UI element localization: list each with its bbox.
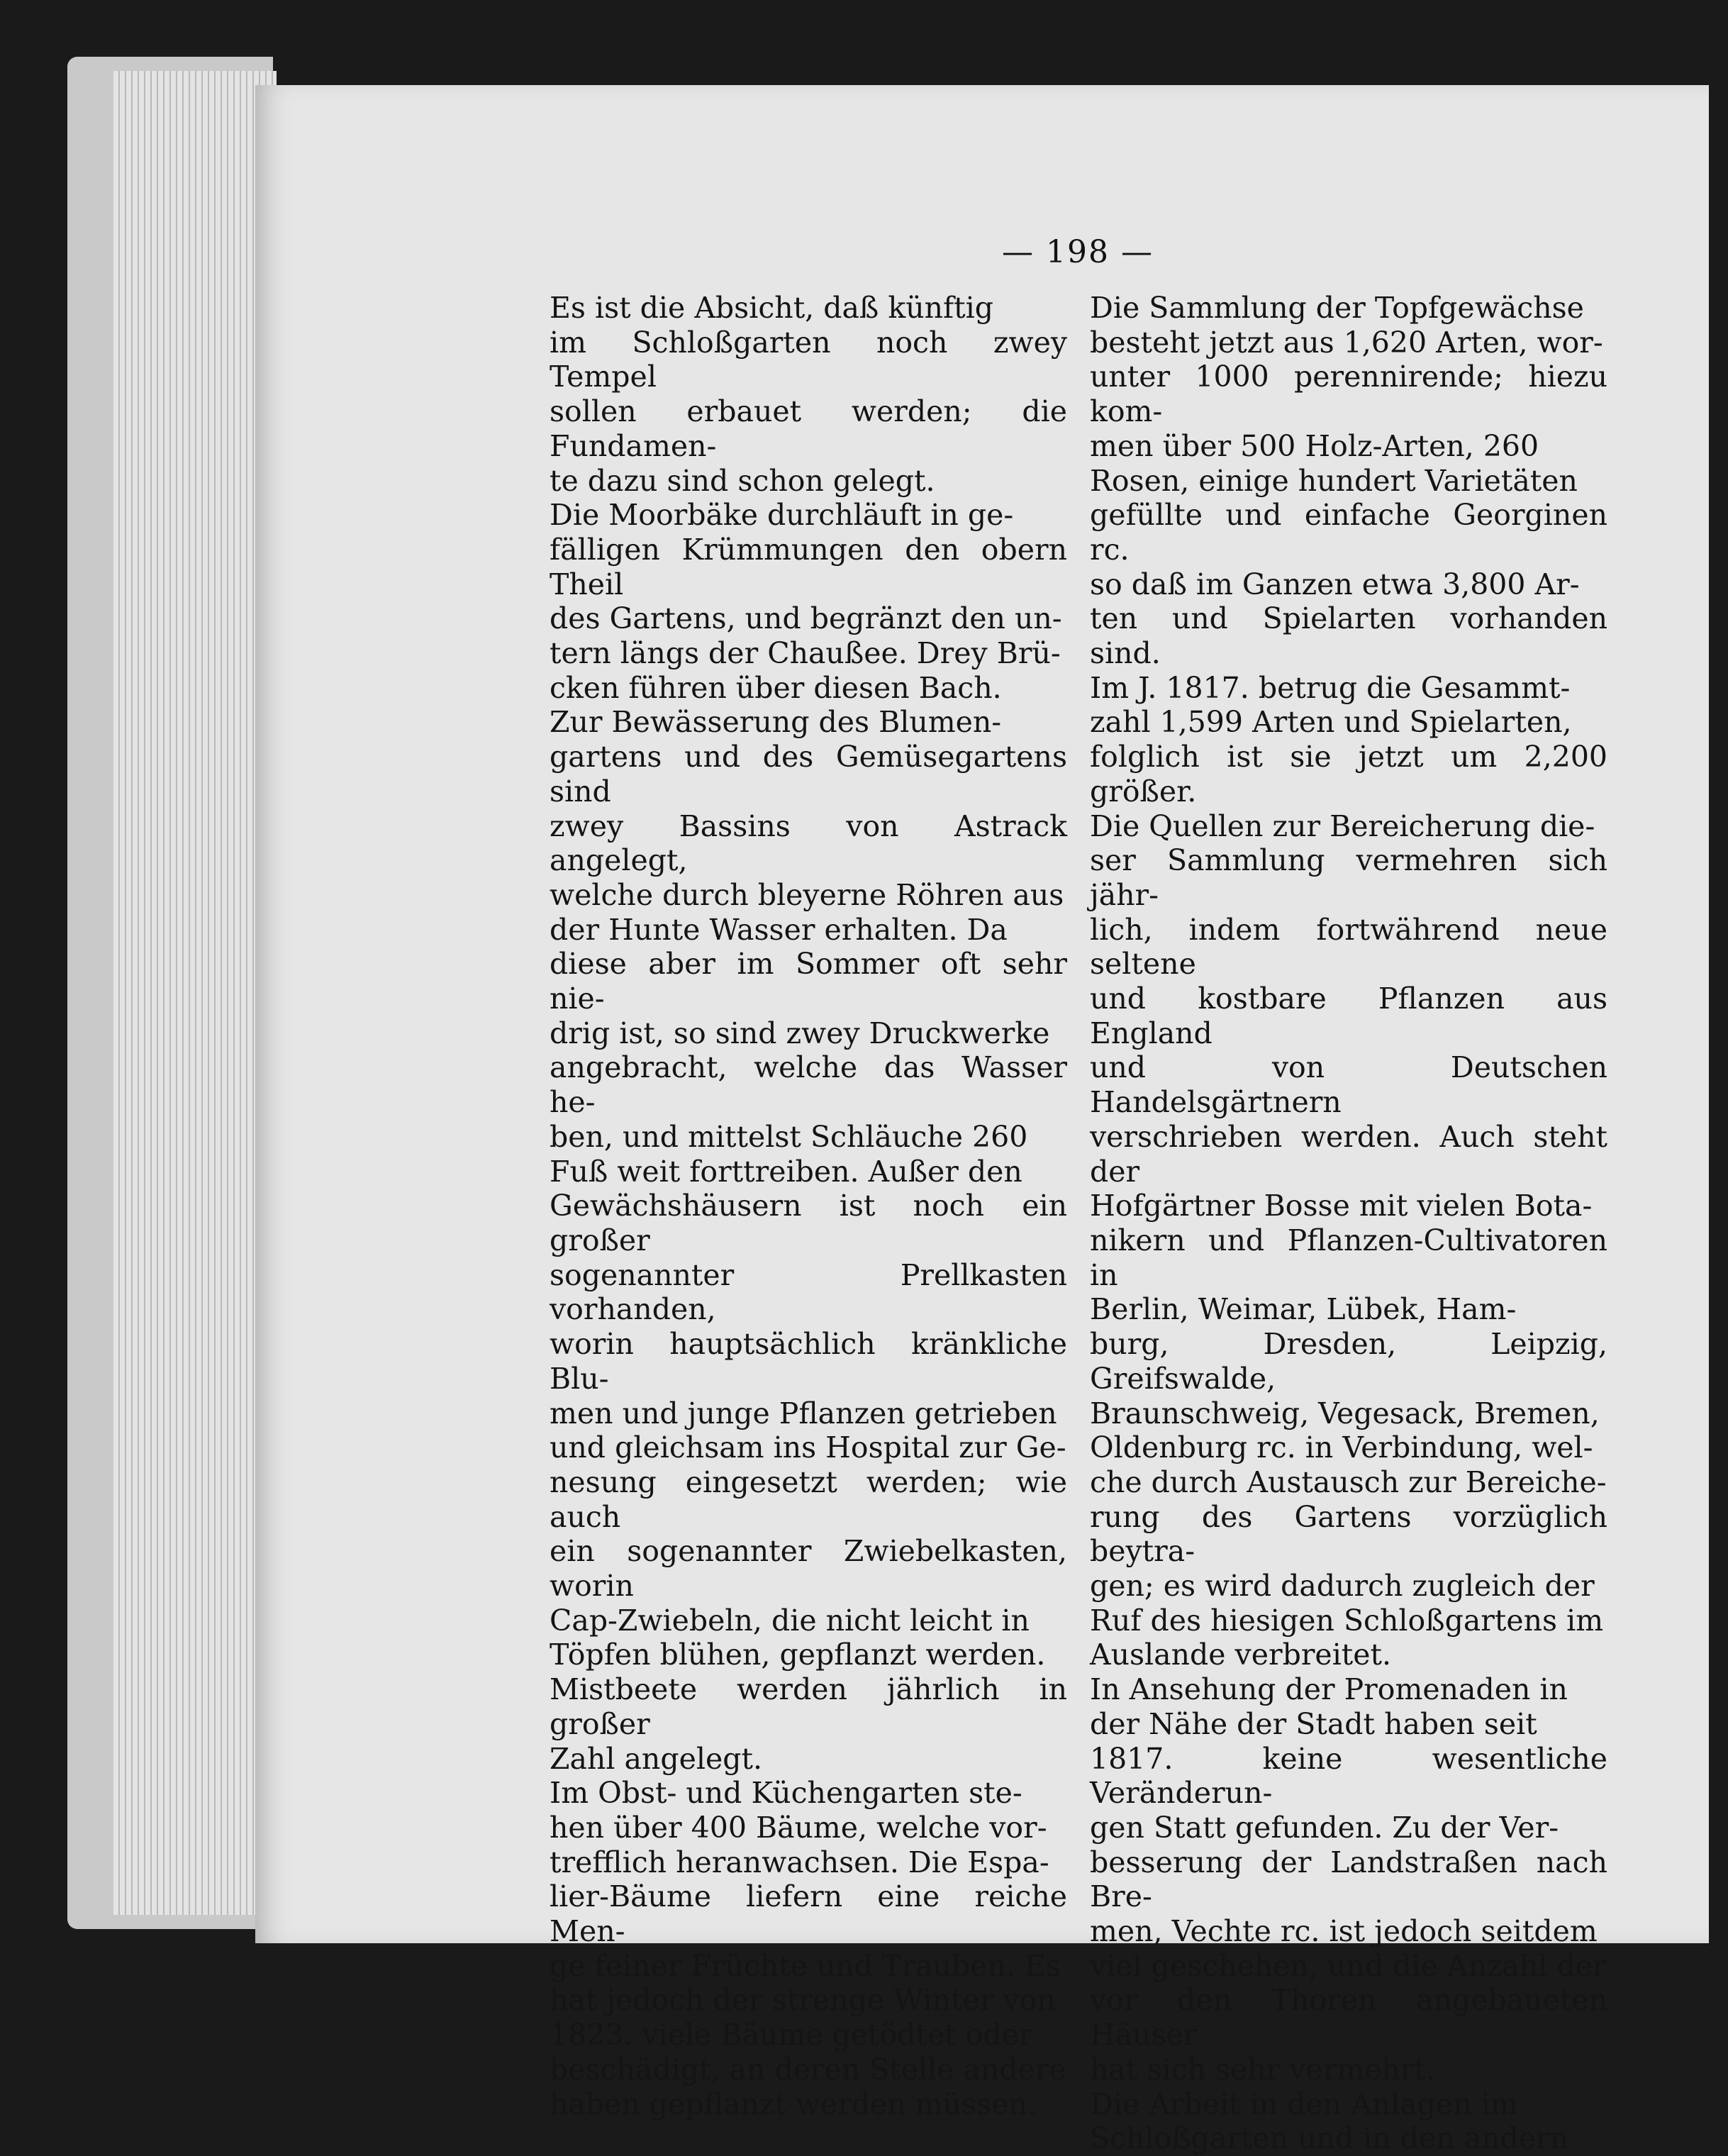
paragraph-temples: Es ist die Absicht, daß künftig im Schloßgarten noch zwey Tempel sollen erbauet werden; die Fundamen- te dazu sind schon gelegt. [550, 291, 1067, 498]
paragraph-sources: Die Quellen zur Bereicherung die- ser Sammlung vermehren sich jähr- lich, indem fortwährend neue seltene und kostbare Pflanzen aus England und von Deutschen Handelsgärtnern verschrieben werden. Auch steht der Hofgärtner Bosse mit vielen Bota- nikern und Pflanzen-Cultivatoren in Berlin, Weimar, Lübek, Ham- burg, Dresden, Leipzig, Greifswalde, Braunschweig, Vegesack, Bremen, Oldenburg rc. in Verbindung, wel- che durch Austausch zur Bereiche- rung des Gartens vorzüglich beytra- gen; es wird dadurch zugleich der Ruf des hiesigen Schloßgartens im Auslande verbreitet. [1090, 808, 1607, 1672]
paragraph-irrigation: Zur Bewässerung des Blumen- gartens und des Gemüsegartens sind zwey Bassins von Astrack angelegt, welche durch bleyerne Röhren aus der Hunte Wasser erhalten. Da diese aber im Sommer oft sehr nie- drig ist, so sind zwey Druckwerke angebracht, welche das Wasser he- ben, und mittelst Schläuche 260 Fuß weit forttreiben. Außer den Gewächshäusern ist noch ein großer sogenannter Prellkasten vorhanden, worin hauptsächlich kränkliche Blu- men und junge Pflanzen getrieben und gleichsam ins Hospital zur Ge- nesung eingesetzt werden; wie auch ein sogenannter Zwiebelkasten, worin Cap-Zwiebeln, die nicht leicht in Töpfen blühen, gepflanzt werden. Mistbeete werden jährlich in großer Zahl angelegt. [550, 705, 1067, 1776]
paragraph-moorbaeke: Die Moorbäke durchläuft in ge- fälligen Krümmungen den obern Theil des Gartens, und begränzt den un- tern längs der Chaußee. Drey Brü- cken führen über diesen Bach. [550, 498, 1067, 705]
paragraph-promenades: In Ansehung der Promenaden in der Nähe der Stadt haben seit 1817. keine wesentliche Veränderun- gen Statt gefunden. Zu der Ver- besserung der Landstraßen nach Bre- men, Vechte rc. ist jedoch seitdem viel geschehen, und die Anzahl der vor den Thoren angebaueten Häuser hat sich sehr vermehrt. [1090, 1672, 1607, 2086]
paragraph-work: Die Arbeit in den Anlagen im Schloßgarten und in den andern [1090, 2086, 1569, 2156]
paragraph-orchard: Im Obst- und Küchengarten ste- hen über 400 Bäume, welche vor- trefflich heranwachsen. Die Espa- lier-Bäume liefern eine reiche Men- ge feiner Früchte und Trauben. Es hat jedoch der strenge Winter von 1823. viele Bäume getödtet oder beschädigt, an deren Stelle andere haben gepflanzt werden müssen. [550, 1776, 1067, 2121]
paragraph-collection: Die Sammlung der Topfgewächse besteht jetzt aus 1,620 Arten, wor- unter 1000 perennirende; hiezu kom- men über 500 Holz-Arten, 260 Rosen, einige hundert Varietäten gefüllte und einfache Georginen rc. so daß im Ganzen etwa 3,800 Ar- ten und Spielarten vorhanden sind. Im J. 1817. betrug die Gesammt- zahl 1,599 Arten und Spielarten, folglich ist sie jetzt um 2,200 größer. [1090, 291, 1607, 808]
page-number: — 198 — [1002, 234, 1154, 270]
right-text-column [1090, 291, 1607, 2156]
page-stack-edge [113, 71, 277, 1915]
left-text-column [550, 291, 1067, 2121]
